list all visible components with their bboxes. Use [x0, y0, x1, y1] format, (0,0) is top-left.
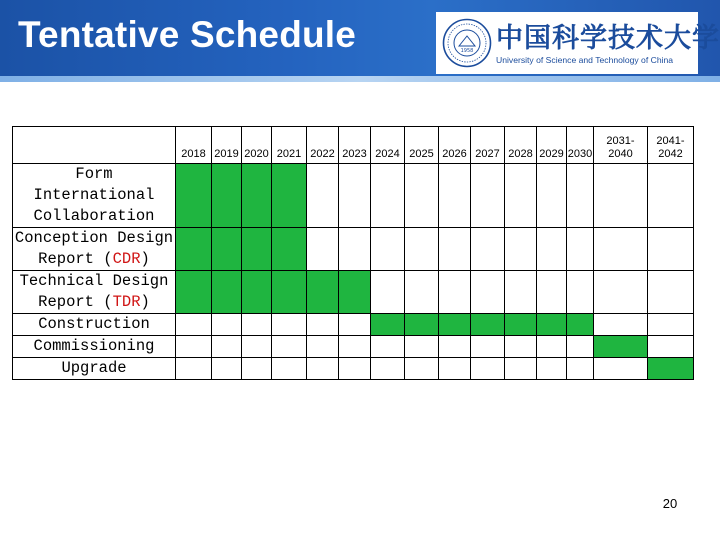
schedule-cell-active — [307, 271, 339, 293]
schedule-cell-active — [594, 336, 648, 358]
schedule-cell — [567, 358, 594, 380]
schedule-cell — [505, 358, 537, 380]
schedule-cell — [537, 196, 567, 228]
schedule-cell-active — [242, 164, 272, 196]
schedule-cell — [405, 164, 439, 196]
schedule-cell — [242, 314, 272, 336]
schedule-cell — [537, 358, 567, 380]
schedule-cell — [471, 271, 505, 293]
year-header: 2019 — [212, 127, 242, 164]
schedule-cell-active — [176, 292, 212, 314]
schedule-cell — [567, 228, 594, 250]
header-corner-cell — [13, 127, 176, 164]
schedule-cell-active — [339, 292, 371, 314]
schedule-cell — [567, 249, 594, 271]
schedule-cell-active — [176, 196, 212, 228]
schedule-cell — [339, 249, 371, 271]
schedule-cell — [339, 314, 371, 336]
schedule-cell-active — [176, 271, 212, 293]
schedule-cell — [471, 249, 505, 271]
schedule-cell — [272, 336, 307, 358]
schedule-cell-active — [212, 249, 242, 271]
year-header: 2028 — [505, 127, 537, 164]
schedule-cell — [405, 249, 439, 271]
highlight-abbrev: CDR — [112, 250, 141, 268]
year-header: 2020 — [242, 127, 272, 164]
task-label: Upgrade — [13, 358, 176, 380]
schedule-cell — [648, 196, 694, 228]
task-label: Conception Design Report (CDR) — [13, 228, 176, 271]
schedule-cell — [471, 164, 505, 196]
schedule-cell — [439, 336, 471, 358]
schedule-cell-active — [272, 196, 307, 228]
schedule-cell — [439, 228, 471, 250]
schedule-cell — [439, 249, 471, 271]
schedule-cell — [405, 271, 439, 293]
schedule-cell — [339, 336, 371, 358]
university-logo — [436, 12, 720, 74]
university-name-en: University of Science and Technology of China — [496, 55, 674, 65]
schedule-cell-active — [567, 314, 594, 336]
schedule-cell — [212, 336, 242, 358]
schedule-cell — [405, 336, 439, 358]
university-seal-icon — [442, 18, 492, 68]
schedule-cell — [242, 336, 272, 358]
schedule-cell — [439, 358, 471, 380]
task-label: Commissioning — [13, 336, 176, 358]
schedule-cell — [594, 228, 648, 250]
schedule-cell-active — [176, 164, 212, 196]
schedule-table — [12, 126, 694, 380]
schedule-cell — [439, 271, 471, 293]
schedule-cell — [537, 336, 567, 358]
schedule-cell — [439, 292, 471, 314]
schedule-cell — [307, 336, 339, 358]
schedule-cell — [405, 292, 439, 314]
year-header: 2022 — [307, 127, 339, 164]
schedule-cell — [272, 314, 307, 336]
schedule-cell-active — [505, 314, 537, 336]
schedule-cell — [307, 196, 339, 228]
schedule-cell — [307, 164, 339, 196]
schedule-cell-active — [212, 196, 242, 228]
schedule-cell — [212, 358, 242, 380]
schedule-cell — [505, 164, 537, 196]
highlight-abbrev: TDR — [112, 293, 141, 311]
task-label: Form International Collaboration — [13, 164, 176, 228]
schedule-cell — [471, 196, 505, 228]
schedule-cell — [307, 228, 339, 250]
schedule-cell — [471, 228, 505, 250]
schedule-cell — [212, 314, 242, 336]
schedule-cell — [272, 358, 307, 380]
table-row — [13, 314, 694, 336]
seal-year: 1958 — [460, 48, 474, 54]
year-header: 2027 — [471, 127, 505, 164]
schedule-cell — [505, 196, 537, 228]
year-header: 2041- 2042 — [648, 127, 694, 164]
schedule-cell — [307, 314, 339, 336]
schedule-cell-active — [272, 164, 307, 196]
schedule-cell — [567, 196, 594, 228]
schedule-cell-active — [212, 228, 242, 250]
schedule-cell — [371, 336, 405, 358]
schedule-cell-active — [272, 292, 307, 314]
schedule-cell — [537, 164, 567, 196]
schedule-cell — [439, 196, 471, 228]
schedule-cell — [648, 271, 694, 293]
table-row — [13, 164, 694, 196]
year-header: 2023 — [339, 127, 371, 164]
schedule-cell — [567, 336, 594, 358]
year-header: 2021 — [272, 127, 307, 164]
schedule-cell — [307, 249, 339, 271]
schedule-cell-active — [307, 292, 339, 314]
schedule-cell — [594, 196, 648, 228]
table-row — [13, 228, 694, 250]
schedule-cell — [371, 249, 405, 271]
schedule-cell-active — [242, 228, 272, 250]
schedule-cell — [505, 336, 537, 358]
schedule-cell — [471, 336, 505, 358]
schedule-cell-active — [371, 314, 405, 336]
schedule-cell — [307, 358, 339, 380]
schedule-cell — [594, 249, 648, 271]
schedule-cell — [339, 358, 371, 380]
year-header: 2018 — [176, 127, 212, 164]
schedule-cell — [537, 271, 567, 293]
schedule-cell — [176, 314, 212, 336]
schedule-cell — [371, 228, 405, 250]
schedule-cell-active — [212, 292, 242, 314]
table-row — [13, 336, 694, 358]
schedule-cell-active — [471, 314, 505, 336]
schedule-cell — [405, 228, 439, 250]
university-name-cn: 中国科学技术大学 — [496, 23, 720, 54]
schedule-cell-active — [212, 164, 242, 196]
schedule-cell — [505, 249, 537, 271]
schedule-cell — [594, 271, 648, 293]
schedule-cell — [537, 292, 567, 314]
year-header: 2025 — [405, 127, 439, 164]
schedule-cell-active — [176, 249, 212, 271]
schedule-cell — [537, 249, 567, 271]
schedule-cell-active — [272, 249, 307, 271]
year-header: 2030 — [567, 127, 594, 164]
schedule-cell — [371, 271, 405, 293]
schedule-cell — [505, 292, 537, 314]
schedule-cell — [594, 314, 648, 336]
schedule-cell — [648, 249, 694, 271]
schedule-cell — [242, 358, 272, 380]
slide-title: Tentative Schedule — [18, 14, 357, 55]
schedule-cell — [176, 336, 212, 358]
schedule-cell — [648, 292, 694, 314]
schedule-cell — [471, 292, 505, 314]
schedule-cell — [567, 292, 594, 314]
schedule-cell — [371, 164, 405, 196]
schedule-cell-active — [439, 314, 471, 336]
schedule-cell-active — [242, 292, 272, 314]
schedule-cell — [567, 164, 594, 196]
schedule-cell-active — [537, 314, 567, 336]
schedule-cell — [339, 228, 371, 250]
schedule-cell-active — [648, 358, 694, 380]
schedule-cell-active — [339, 271, 371, 293]
schedule-cell-active — [212, 271, 242, 293]
schedule-cell — [405, 196, 439, 228]
schedule-cell — [371, 292, 405, 314]
schedule-cell — [594, 292, 648, 314]
table-row — [13, 358, 694, 380]
schedule-cell — [648, 314, 694, 336]
schedule-cell — [339, 196, 371, 228]
schedule-cell — [648, 228, 694, 250]
schedule-cell-active — [242, 196, 272, 228]
schedule-cell-active — [405, 314, 439, 336]
schedule-cell-active — [272, 228, 307, 250]
schedule-cell — [505, 271, 537, 293]
schedule-cell-active — [242, 249, 272, 271]
task-label: Construction — [13, 314, 176, 336]
year-header: 2026 — [439, 127, 471, 164]
schedule-cell — [505, 228, 537, 250]
year-header: 2024 — [371, 127, 405, 164]
schedule-cell-active — [176, 228, 212, 250]
schedule-cell — [567, 271, 594, 293]
schedule-cell-active — [272, 271, 307, 293]
schedule-cell — [339, 164, 371, 196]
schedule-cell-active — [242, 271, 272, 293]
schedule-cell — [594, 358, 648, 380]
schedule-cell — [405, 358, 439, 380]
task-label: Technical Design Report (TDR) — [13, 271, 176, 314]
title-bar — [0, 0, 720, 82]
schedule-cell — [176, 358, 212, 380]
schedule-cell — [537, 228, 567, 250]
schedule-cell — [439, 164, 471, 196]
schedule-cell — [648, 164, 694, 196]
schedule-cell — [471, 358, 505, 380]
schedule-cell — [371, 358, 405, 380]
page-number: 20 — [662, 496, 678, 511]
year-header: 2029 — [537, 127, 567, 164]
schedule-cell — [648, 336, 694, 358]
schedule-cell — [594, 164, 648, 196]
year-header: 2031- 2040 — [594, 127, 648, 164]
table-row — [13, 271, 694, 293]
schedule-cell — [371, 196, 405, 228]
